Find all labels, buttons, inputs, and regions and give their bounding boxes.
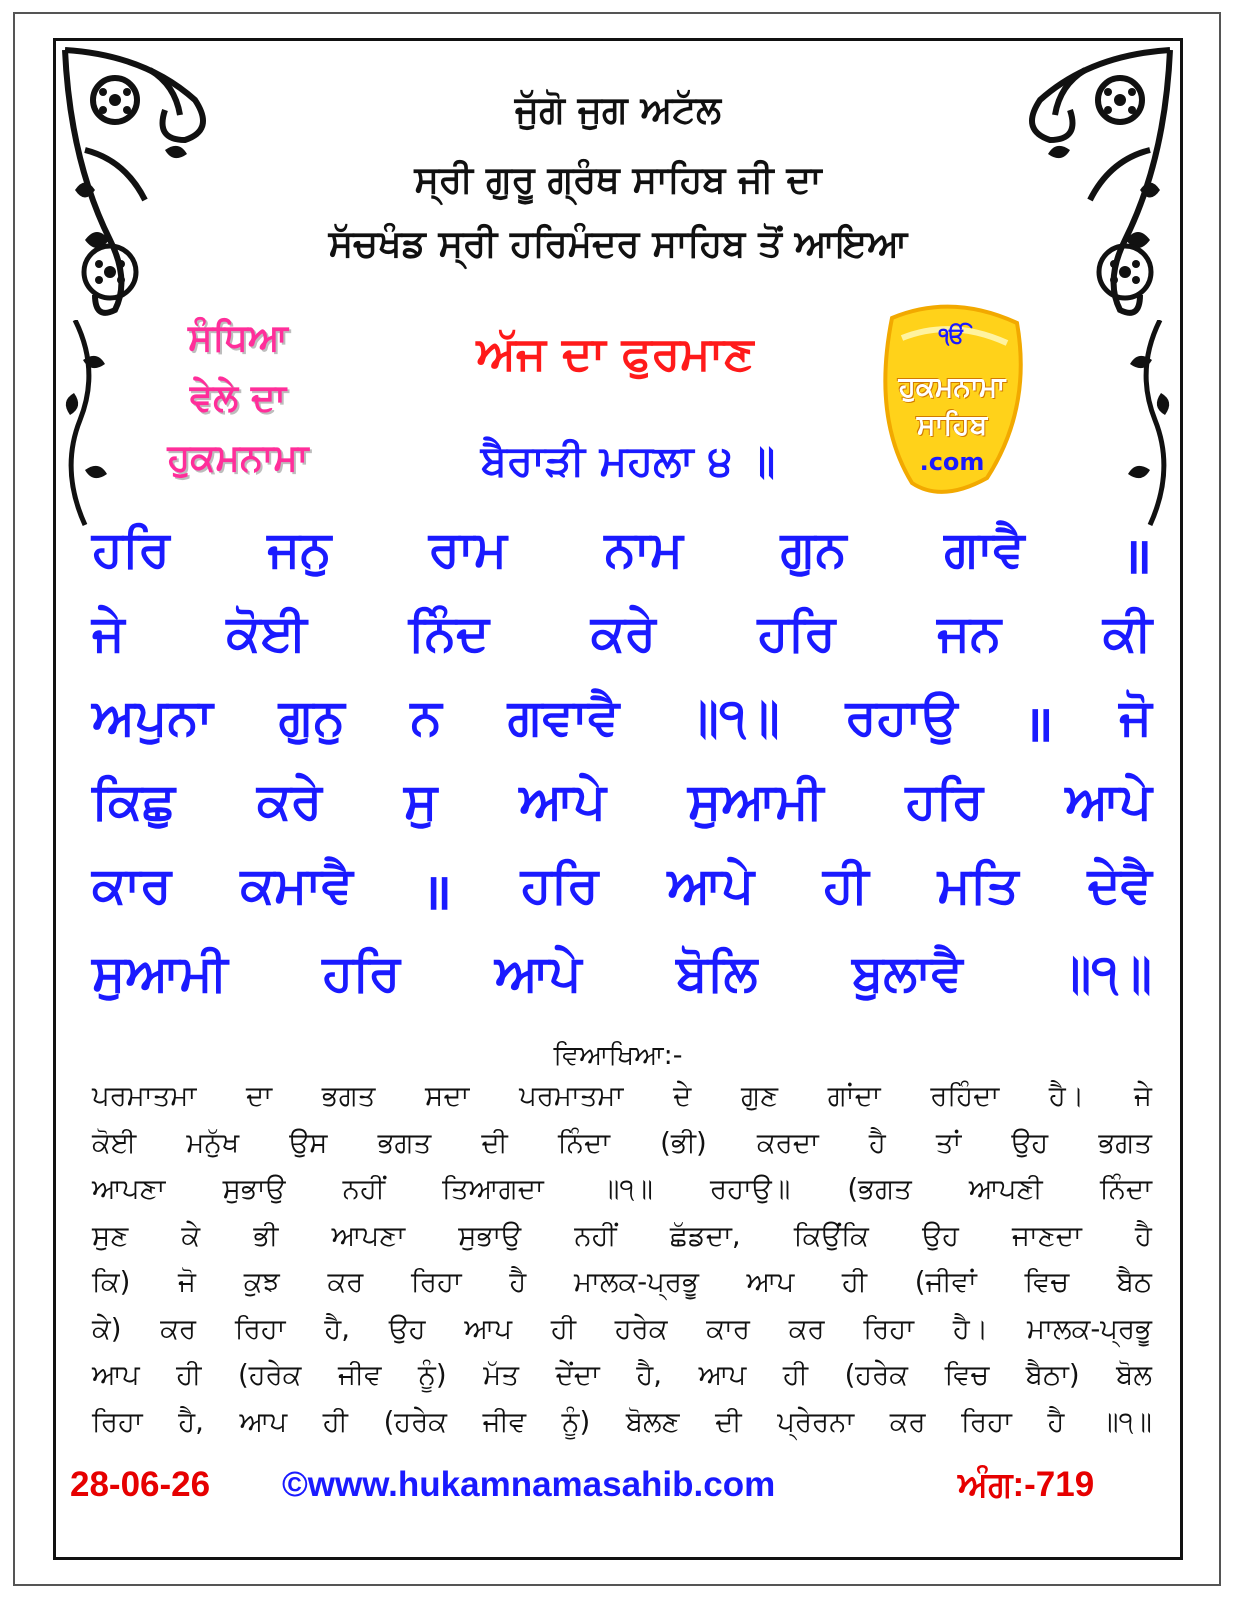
todays-farman-title: ਅੱਜ ਦਾ ਫੁਰਮਾਣ [476,326,754,380]
verse-word: ਹਰਿ [520,856,599,914]
explanation-word: ਮਨੁੱਖ [186,1126,240,1159]
explanation-word: ਵਿਚ [944,1359,990,1391]
verse-word: ਹਰਿ [757,604,836,662]
side-title-line-2: ਵੇਲੇ ਦਾ [189,376,287,419]
explanation-word: ਪਰਮਾਤਮਾ [519,1080,624,1112]
explanation-word: ਆਪ [92,1359,140,1391]
verse-word: ਗਵਾਵੈ [507,688,620,746]
explanation-word: ਰਿਹਾ [92,1405,143,1438]
verse-word: ॥ [421,863,452,921]
verse-word: ਕਿਛੁ [92,772,175,830]
verse-word: ਬੁਲਾਵੈ [852,944,963,1002]
explanation-word: ਹੀ [550,1312,576,1345]
verse-word: ਸੁਆਮੀ [92,944,228,1002]
explanation-word: (ਹਰੇਕ [844,1359,908,1391]
explanation-word: ਪ੍ਰੇਰਨਾ [777,1405,855,1438]
explanation-word: ਬੋਲਣ [625,1405,680,1438]
explanation-word: ਰਹਿੰਦਾ [930,1080,1000,1112]
logo-ik-onkar: ੴ [938,324,966,349]
side-title-line-3: ਹੁਕਮਨਾਮਾ [167,436,309,479]
explanation-word: ਦੇਂਦਾ [555,1359,600,1391]
explanation-line [92,1406,1152,1439]
explanation-word: ਹੈ [868,1126,886,1159]
verse-line [92,604,1152,663]
explanation-word: ਕਰਦਾ [756,1126,819,1159]
explanation-word: ਨਹੀਂ [342,1173,385,1205]
explanation-line [92,1359,1152,1392]
explanation-word: ਆਪਣੀ [968,1173,1043,1205]
explanation-word: ਨਹੀਂ [574,1219,617,1252]
explanation-word: ਹਰੇਕ [614,1312,668,1345]
verse-word: ਨਾਮ [604,520,683,578]
explanation-word: (ਜੀਵਾਂ [914,1266,977,1298]
explanation-word: ਉਸ [289,1126,328,1159]
explanation-word: ॥੧॥ [1099,1405,1152,1438]
explanation-word: ਵਿਚ [1024,1266,1070,1298]
side-vine-right [1120,320,1180,530]
explanation-word: ਸਦਾ [425,1080,470,1112]
verse-word: ਸੁਆਮੀ [687,772,824,830]
verse-word: ਕਰੇ [590,604,656,662]
verse-word: ॥ [1122,527,1152,585]
verse-word: ਆਪੇ [1065,772,1152,830]
vyakhya-label: ਵਿਆਖਿਆ:- [553,1040,683,1071]
explanation-word: (ਹਰੇਕ [238,1359,302,1391]
verse-word: ਦੇਵੈ [1087,856,1152,914]
explanation-word: ਜੋ [178,1266,197,1298]
explanation-word: ਸੁਣ [92,1219,129,1252]
explanation-word: ਭੀ [253,1219,279,1252]
hukamnama-sahib-logo [872,298,1032,498]
explanation-word: ਹੀ [782,1359,808,1391]
verse-word: ਕੋਈ [226,604,307,662]
explanation-word: ਕਿ) [92,1266,131,1298]
explanation-word: ਕਰ [889,1405,926,1438]
header-line-2: ਸ੍ਰੀ ਗੁਰੂ ਗ੍ਰੰਥ ਸਾਹਿਬ ਜੀ ਦਾ [414,158,822,201]
explanation-word: ਕੁਝ [243,1266,280,1298]
explanation-word: ਦੇ [673,1080,692,1112]
verse-word: ਗਾਵੈ [944,520,1025,578]
explanation-word: ਸੁਭਾਉ [222,1173,286,1205]
explanation-word: ਕੇ [181,1219,201,1252]
explanation-word: ਗੁਣ [740,1080,778,1112]
verse-line [92,856,1152,924]
verse-word: ਕਰੇ [256,772,323,830]
explanation-word: ਜੀਵ [482,1405,527,1438]
verse-word: ਗੁਨੁ [278,688,345,746]
explanation-word: ਨਿੰਦਾ [557,1126,611,1159]
explanation-word: ਦੀ [481,1126,508,1159]
verse-word: ਜੇ [92,604,125,662]
explanation-word: ਜੀਵ [338,1359,382,1391]
verse-line [92,944,1152,1003]
explanation-word: ਜਾਣਦਾ [1012,1219,1082,1252]
raag-heading: ਬੈਰਾੜੀ ਮਹਲਾ ੪ ॥ [480,436,776,485]
explanation-word: ਉਹ [388,1312,426,1345]
verse-word: ਜਨ [937,604,1002,662]
explanation-line [92,1127,1152,1160]
explanation-word: ਬੈਠ [1116,1266,1152,1298]
explanation-word: ਹੈ। [1048,1080,1085,1112]
verse-line [92,520,1152,588]
explanation-word: ਰਿਹਾ [234,1312,286,1345]
explanation-word: ਦੀ [715,1405,742,1438]
verse-word: ਅਪੁਨਾ [92,688,213,746]
explanation-word: ਹੈ [509,1266,527,1298]
explanation-word: ਦਾ [245,1080,273,1112]
explanation-word: (ਭਗਤ [847,1173,912,1205]
explanation-word: ਰਿਹਾ [863,1312,915,1345]
explanation-word: ਕਿਉਂਕਿ [793,1219,869,1252]
footer-date: 28-06-26 [70,1465,211,1504]
explanation-word: ਨਿੰਦਾ [1099,1173,1152,1205]
verse-word: ਕਾਰ [92,856,172,914]
explanation-word: ਭਗਤ [321,1080,376,1112]
explanation-word: ਨੂੰ) [418,1359,447,1391]
explanation-word: ਆਪਣਾ [92,1173,166,1205]
explanation-word: (ਹਰੇਕ [383,1405,447,1438]
explanation-word: ਤਾਂ [935,1126,962,1159]
verse-word: ਹਰਿ [92,520,170,578]
explanation-word: ਜੇ [1133,1080,1152,1112]
explanation-word: ਬੋਲ [1116,1359,1152,1391]
explanation-word: ਹੈ। [952,1312,989,1345]
verse-word: ਕਮਾਵੈ [240,856,353,914]
explanation-line [92,1220,1152,1253]
verse-word: ਰਾਮ [428,520,507,578]
verse-word: ਹੀ [822,856,869,914]
explanation-line [92,1173,1152,1206]
explanation-word: ਸੁਭਾਉ [458,1219,522,1252]
explanation-word: ਭਗਤ [1098,1126,1152,1159]
explanation-line [92,1266,1152,1299]
explanation-word: ਉਹ [922,1219,959,1252]
explanation-word: ਕੋਈ [92,1126,137,1159]
explanation-word: (ਭੀ) [660,1126,707,1159]
explanation-word: ॥੧॥ [600,1173,653,1205]
explanation-word: ਰਿਹਾ [411,1266,462,1298]
explanation-word: ਆਪ [746,1266,795,1298]
header-line-1: ਜੁੱਗੋ ਜੁਗ ਅਟੱਲ [514,88,722,131]
verse-word: ਨ [410,688,442,746]
explanation-word: ਹੈ, [636,1359,662,1391]
explanation-word: ਕਰ [788,1312,825,1345]
explanation-word: ਆਪ [239,1405,288,1438]
logo-text-line-2: ਸਾਹਿਬ [916,408,988,441]
explanation-word: ਹੀ [176,1359,202,1391]
explanation-word: ਹੈ [1134,1219,1152,1252]
verse-word: ਆਪੇ [494,944,582,1002]
explanation-word: ਕੇ) [92,1312,122,1345]
explanation-word: ਆਪ [698,1359,747,1391]
verse-line [92,772,1152,831]
verse-word: ਮਤਿ [937,856,1019,914]
verse-word: ਗੁਨ [780,520,847,578]
side-vine-left [55,320,115,530]
verse-word: ਰਹਾਉ [845,688,958,746]
explanation-word: ਹੈ [1047,1405,1065,1438]
explanation-word: ਰਿਹਾ [961,1405,1012,1438]
explanation-word: ਛੱਡਦਾ, [669,1219,741,1252]
verse-word: ਆਪੇ [519,772,606,830]
explanation-word: ਕਾਰ [706,1312,750,1345]
explanation-word: ਕਰ [327,1266,364,1298]
logo-text-line-3: .com [919,448,985,476]
explanation-word: ਹੀ [322,1405,348,1438]
verse-word: ॥ [1023,695,1054,753]
header-line-3: ਸੱਚਖੰਡ ਸ੍ਰੀ ਹਰਿਮੰਦਰ ਸਾਹਿਬ ਤੋਂ ਆਇਆ [328,222,908,265]
explanation-word: ਮੱਤ [483,1359,519,1391]
verse-word: ਜੋ [1119,688,1152,746]
verse-word: ਕੀ [1102,604,1152,662]
explanation-word: ਰਹਾਉ॥ [710,1173,791,1205]
verse-word: ਸੁ [404,772,438,830]
explanation-line [92,1313,1152,1346]
side-title-line-1: ਸੰਧਿਆ [187,316,289,359]
explanation-word: ਮਾਲਕ-ਪ੍ਰਭੂ [573,1266,699,1298]
verse-word: ॥੧॥ [1057,944,1152,1002]
logo-text-line-1: ਹੁਕਮਨਾਮਾ [898,370,1006,403]
explanation-line [92,1080,1152,1113]
verse-word: ਹਰਿ [322,944,401,1002]
explanation-word: ਹੈ, [324,1312,350,1345]
explanation-word: ਪਰਮਾਤਮਾ [92,1080,197,1112]
explanation-word: ਕਰ [160,1312,197,1345]
verse-line [92,688,1152,756]
verse-word: ਹਰਿ [905,772,984,830]
footer-website-link[interactable]: ©www.hukamnamasahib.com [282,1465,776,1504]
explanation-word: ਮਾਲਕ-ਪ੍ਰਭੂ [1027,1312,1152,1345]
explanation-word: ਗਾਂਦਾ [827,1080,881,1112]
explanation-word: ਆਪਣਾ [331,1219,406,1252]
footer-ang-number: ਅੰਗ:-719 [958,1465,1095,1504]
explanation-word: ਉਹ [1011,1126,1049,1159]
explanation-word: ਹੈ, [178,1405,204,1438]
explanation-word: ਭਗਤ [377,1126,432,1159]
verse-word: ॥੧॥ [685,688,780,746]
explanation-word: ਨੂੰ) [561,1405,591,1438]
verse-word: ਜਨੁ [267,520,332,578]
explanation-word: ਆਪ [464,1312,513,1345]
verse-word: ਨਿੰਦ [408,604,490,662]
explanation-word: ਹੀ [841,1266,868,1298]
explanation-word: ਬੈਠਾ) [1025,1359,1080,1391]
verse-word: ਆਪੇ [667,856,755,914]
verse-word: ਬੋਲਿ [676,944,758,1002]
explanation-word: ਤਿਆਗਦਾ [442,1173,544,1205]
